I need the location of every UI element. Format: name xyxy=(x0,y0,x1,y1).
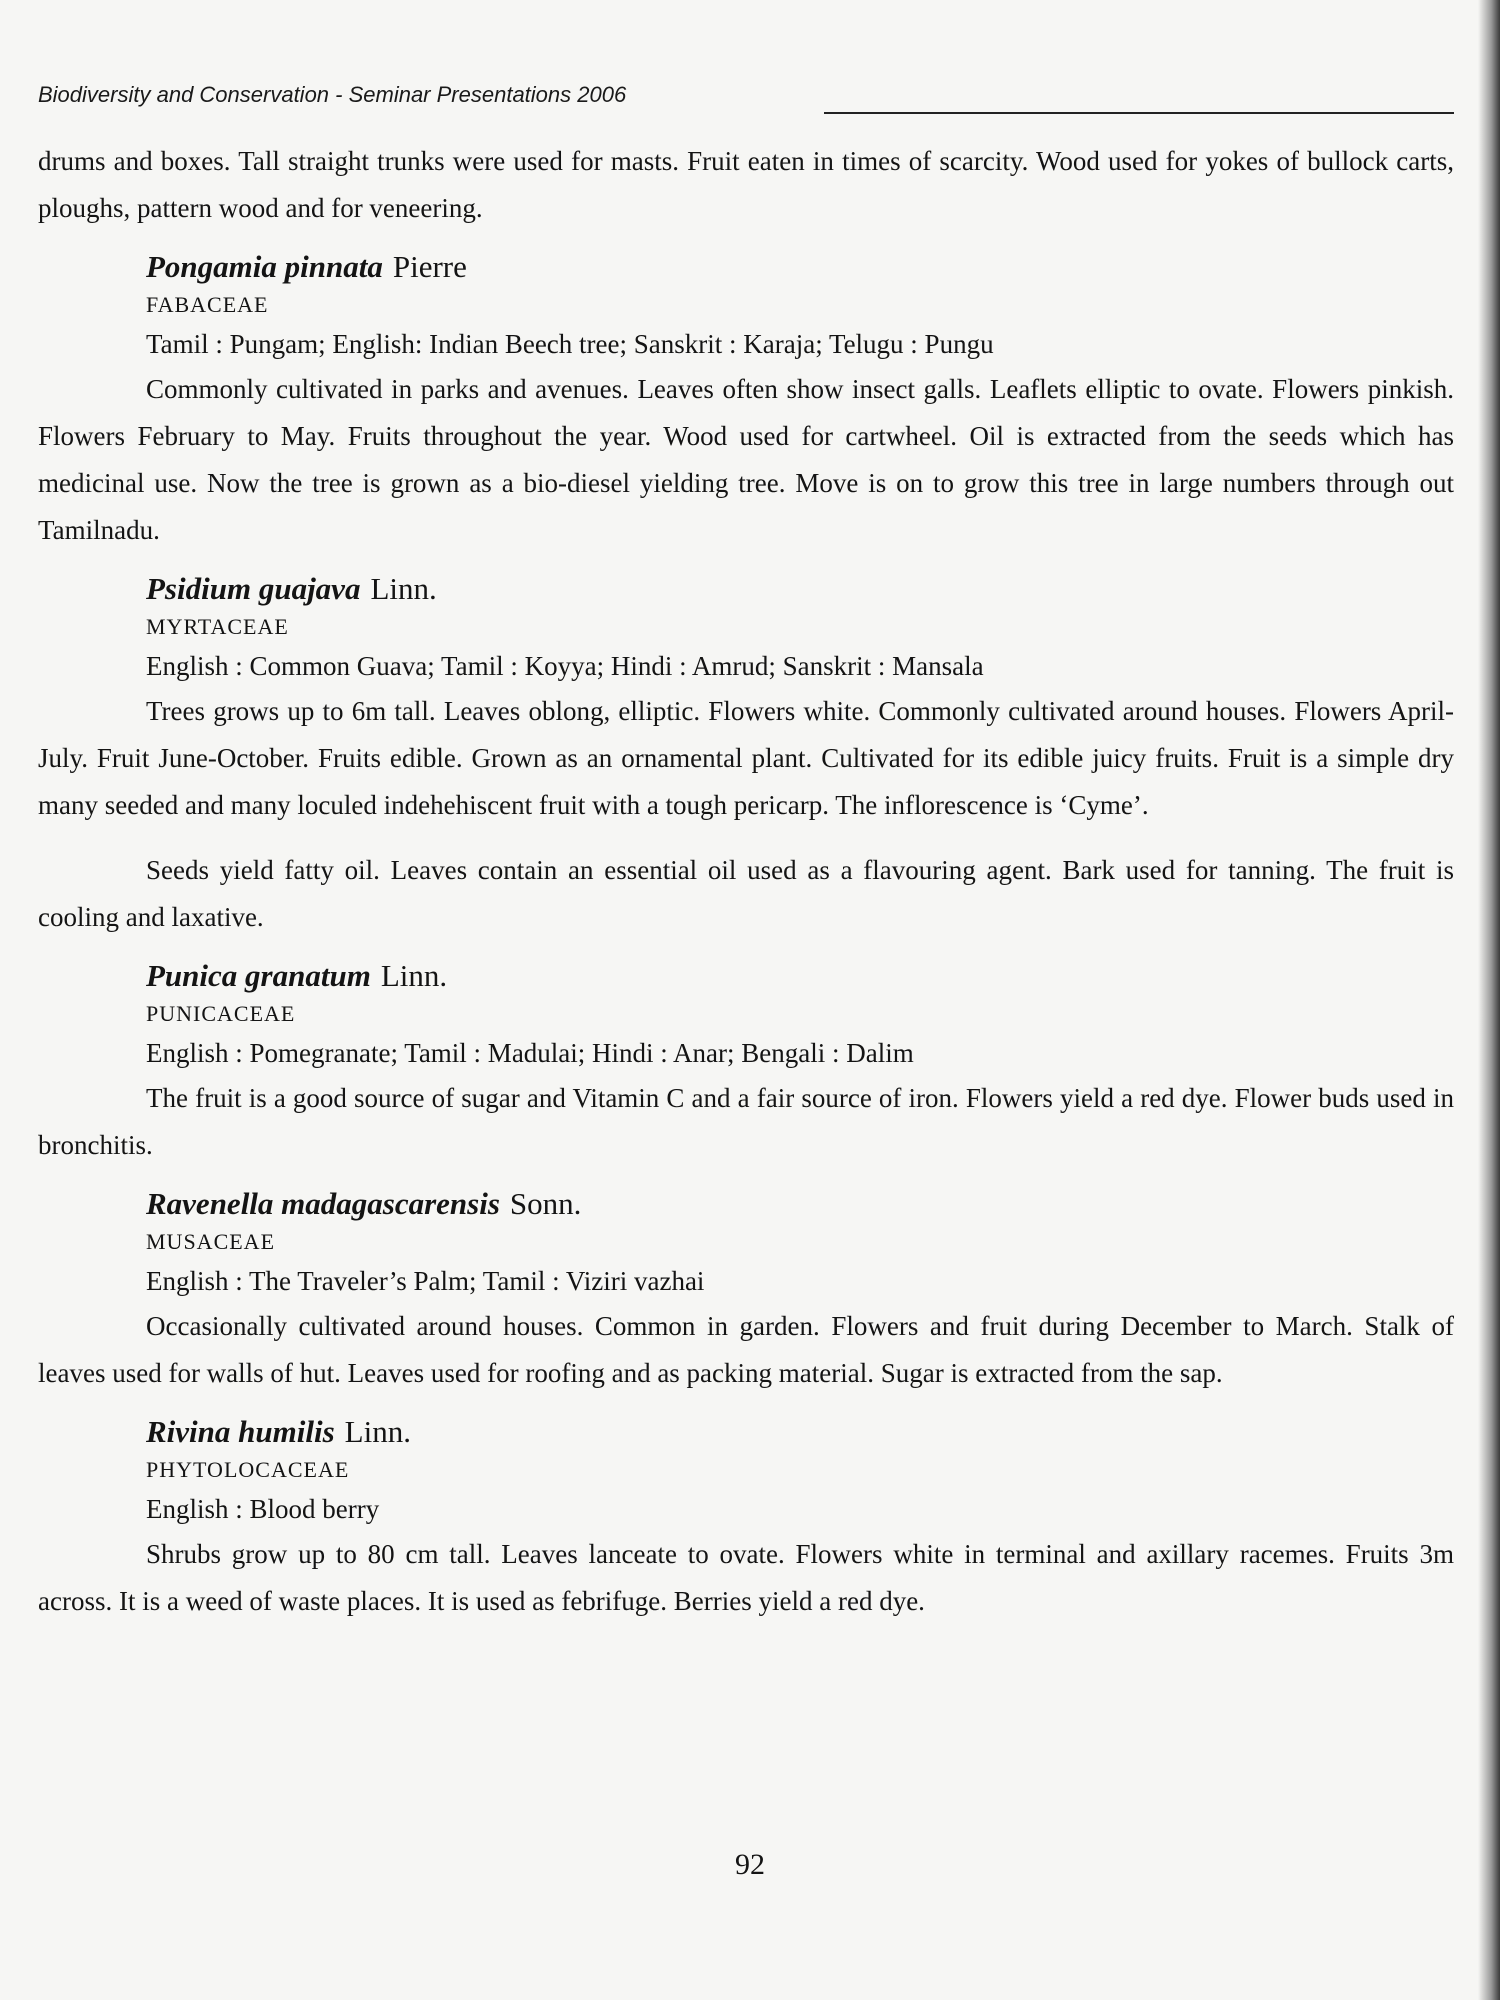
common-names: Tamil : Pungam; English: Indian Beech tree; Sanskrit : Karaja; Telugu : Pungu xyxy=(146,329,994,359)
species-entry xyxy=(38,568,1454,941)
page-number: 92 xyxy=(735,1848,765,1881)
common-names: English : Pomegranate; Tamil : Madulai; Hindi : Anar; Bengali : Dalim xyxy=(146,1038,914,1068)
family-name: MUSACEAE xyxy=(146,1229,276,1254)
description-paragraph: Occasionally cultivated around houses. Common in garden. Flowers and fruit during December to March. Stalk of leaves used for walls of hut. Leaves used for roofing and as packing material. Sugar is extracted from the sap. xyxy=(38,1311,1454,1388)
species-author: Sonn. xyxy=(509,1186,582,1221)
description-paragraph: The fruit is a good source of sugar and Vitamin C and a fair source of iron. Flowers yield a red dye. Flower buds used in bronchitis. xyxy=(38,1083,1454,1160)
species-name: Rivina humilis xyxy=(146,1414,335,1449)
description-paragraph: Commonly cultivated in parks and avenues. Leaves often show insect galls. Leaflets elliptic to ovate. Flowers pinkish. Flowers February to May. Fruits throughout the year. Wood used for cartwheel. Oil is extracted from the seeds which has medicinal use. Now the tree is grown as a bio-diesel yielding tree. Move is on to grow this tree in large numbers through out Tamilnadu. xyxy=(38,374,1454,545)
species-entry xyxy=(38,1411,1454,1625)
species-heading xyxy=(146,246,1454,288)
species-author: Linn. xyxy=(380,958,448,993)
species-name: Pongamia pinnata xyxy=(146,249,383,284)
species-author: Linn. xyxy=(344,1414,411,1449)
intro-paragraph: drums and boxes. Tall straight trunks were used for masts. Fruit eaten in times of scarcity. Wood used for yokes of bullock carts, ploughs, pattern wood and for veneering. xyxy=(38,146,1454,223)
family-name: PUNICACEAE xyxy=(146,1001,296,1026)
species-heading xyxy=(146,1411,1454,1453)
common-names: English : Blood berry xyxy=(146,1494,380,1524)
species-author: Linn. xyxy=(370,571,437,606)
header-rule xyxy=(824,112,1454,114)
paragraph-gap xyxy=(38,829,1454,847)
species-entry xyxy=(38,246,1454,554)
species-name: Punica granatum xyxy=(146,958,371,993)
family-name: FABACEAE xyxy=(146,292,269,317)
species-author: Pierre xyxy=(392,249,467,284)
family-name: MYRTACEAE xyxy=(146,614,289,639)
page-edge-shadow xyxy=(1478,0,1500,2000)
description-paragraph: Shrubs grow up to 80 cm tall. Leaves lanceate to ovate. Flowers white in terminal and axillary racemes. Fruits 3m across. It is a weed of waste places. It is used as febrifuge. Berries yield a red dye. xyxy=(38,1539,1454,1616)
header-title: Biodiversity and Conservation - Seminar Presentations 2006 xyxy=(38,82,627,107)
description-paragraph: Seeds yield fatty oil. Leaves contain an essential oil used as a flavouring agent. Bark used for tanning. The fruit is cooling and laxative. xyxy=(38,855,1454,932)
description-paragraph: Trees grows up to 6m tall. Leaves oblong, elliptic. Flowers white. Commonly cultivated around houses. Flowers April-July. Fruit June-October. Fruits edible. Grown as an ornamental plant. Cultivated for its edible juicy fruits. Fruit is a simple dry many seeded and many loculed indehehiscent fruit with a tough pericarp. The inflorescence is ‘Cyme’. xyxy=(38,696,1454,820)
species-heading xyxy=(146,568,1454,610)
common-names: English : The Traveler’s Palm; Tamil : Viziri vazhai xyxy=(146,1266,705,1296)
species-entry xyxy=(38,1183,1454,1397)
species-name: Psidium guajava xyxy=(146,571,361,606)
page-content xyxy=(38,138,1454,1625)
species-heading xyxy=(146,955,1454,997)
species-heading xyxy=(146,1183,1454,1225)
species-name: Ravenella madagascarensis xyxy=(146,1186,500,1221)
common-names: English : Common Guava; Tamil : Koyya; Hindi : Amrud; Sanskrit : Mansala xyxy=(146,651,984,681)
running-header xyxy=(38,82,1454,116)
family-name: PHYTOLOCACEAE xyxy=(146,1457,350,1482)
species-entry xyxy=(38,955,1454,1169)
